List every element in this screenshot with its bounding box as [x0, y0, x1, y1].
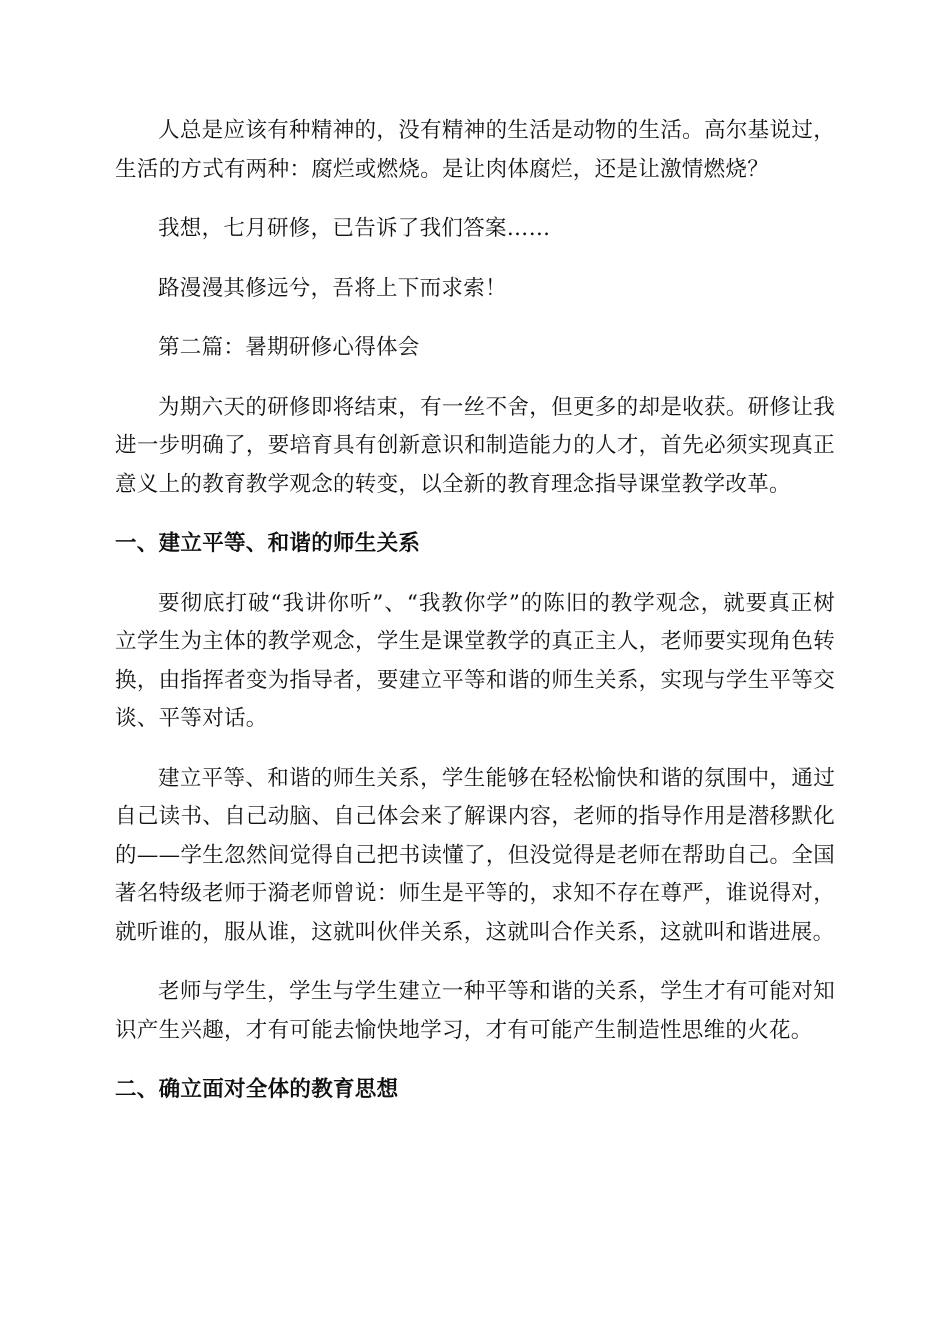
- section1-paragraph-2: 建立平等、和谐的师生关系，学生能够在轻松愉快和谐的氛围中，通过自己读书、自己动脑、自己体会来了解课内容，老师的指导作用是潜移默化的——学生忽然间觉得自己把书读懂了，但没觉得是老师在帮助自己。全国著名特级老师于漪老师曾说：师生是平等的，求知不存在尊严，谁说得对，就听谁的，服从谁，这就叫伙伴关系，这就叫合作关系，这就叫和谐进展。: [115, 765, 835, 945]
- paragraph-quote: 路漫漫其修远兮，吾将上下而求索！: [158, 275, 507, 301]
- section1-paragraph-3: 老师与学生，学生与学生建立一种平等和谐的关系，学生才有可能对知识产生兴趣，才有可能去愉快地学习，才有可能产生制造性思维的火花。: [115, 979, 835, 1043]
- section1-paragraph-1: 要彻底打破“我讲你听”、“我教你学”的陈旧的教学观念，就要真正树立学生为主体的教学观念，学生是课堂教学的真正主人，老师要实现角色转换，由指挥者变为指导者，要建立平等和谐的师生关系，实现与学生平等交谈、平等对话。: [115, 590, 835, 731]
- document-page: [115, 112, 835, 1131]
- paragraph-spirit: 人总是应该有种精神的，没有精神的生活是动物的生活。高尔基说过，生活的方式有两种：腐烂或燃烧。是让肉体腐烂，还是让激情燃烧？: [115, 118, 835, 182]
- paragraph-article-title: 第二篇：暑期研修心得体会: [158, 335, 420, 360]
- paragraph-answer: 我想，七月研修，已告诉了我们答案……: [158, 216, 551, 241]
- paragraph-intro: 为期六天的研修即将结束，有一丝不舍，但更多的却是收获。研修让我进一步明确了，要培育具有创新意识和制造能力的人才，首先必须实现真正意义上的教育教学观念的转变，以全新的教育理念指导课堂教学改革。: [115, 394, 835, 497]
- section-heading-2: 二、确立面对全体的教育思想: [115, 1077, 399, 1102]
- section-heading-1: 一、建立平等、和谐的师生关系: [115, 531, 421, 556]
